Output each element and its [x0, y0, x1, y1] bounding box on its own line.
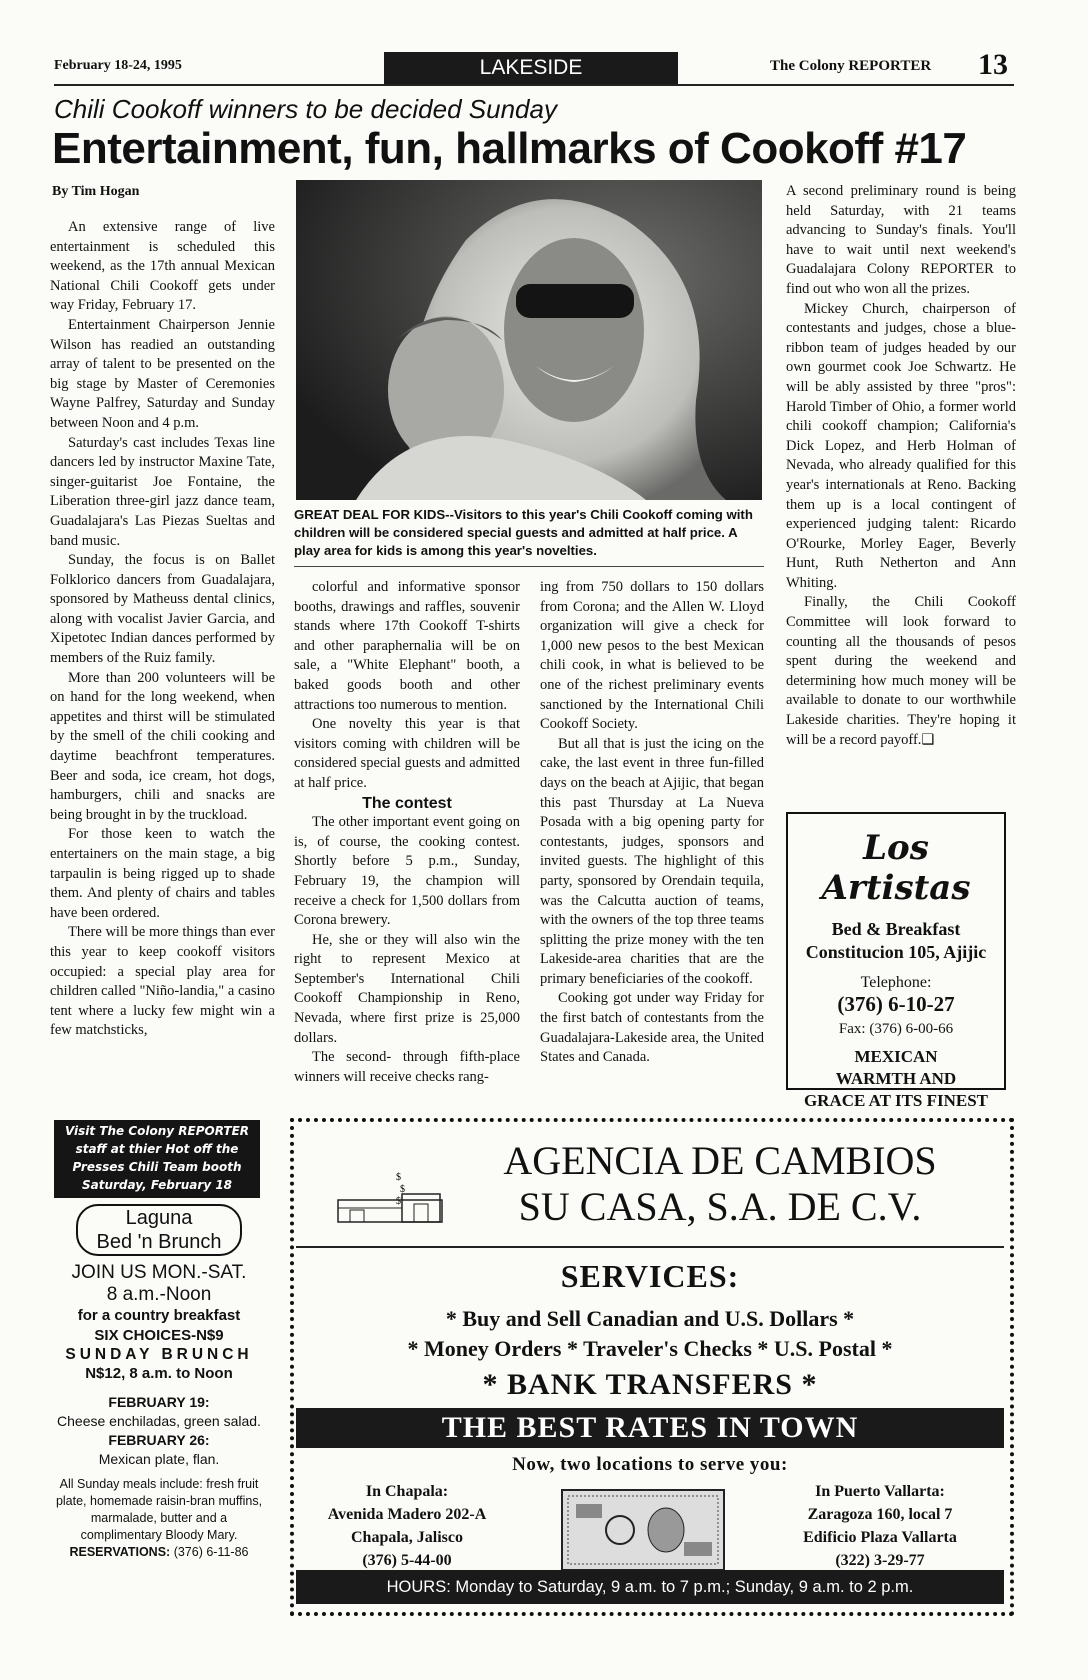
laguna-reservations-phone: (376) 6-11-86 [173, 1545, 249, 1559]
laguna-ad [50, 1200, 268, 1595]
ad-location-chapala [292, 1480, 522, 1572]
article-headline: Entertainment, fun, hallmarks of Cookoff #17 [52, 124, 967, 173]
svg-text:$: $ [400, 1184, 405, 1195]
page-number: 13 [978, 48, 1008, 81]
visit-reporter-box [54, 1120, 260, 1198]
laguna-feb26-label: FEBRUARY 26: [108, 1432, 210, 1448]
loc-line: In Puerto Vallarta: [815, 1483, 945, 1500]
paragraph: Entertainment Chairperson Jennie Wilson has readied an outstanding array of talent to be presented on the big stage by Master of Ceremonies Wayne Palfrey, Saturday and Sunday between Noon and 4 p.m. [50, 316, 275, 431]
laguna-feb19-menu: Cheese enchiladas, green salad. [57, 1413, 261, 1429]
paragraph: There will be more things than ever this year to keep cookoff visitors occupied: a special play area for children called "Niño-landia," a casino tent where a lucky few might win a few matchsticks, [50, 924, 275, 1039]
paragraph: Saturday's cast includes Texas line dancers led by instructor Maxine Tate, singer-guitarist Joe Fontaine, the Liberation three-girl jazz dance team, Guadalajara's Las Piezas Sueltas and band music. [50, 434, 275, 549]
article-column-3 [540, 578, 764, 1116]
ad-title-line: SU CASA, S.A. DE C.V. [518, 1184, 922, 1229]
laguna-logo-line: Bed 'n Brunch [96, 1231, 222, 1253]
paragraph: One novelty this year is that visitors coming with children will be considered special guests and admitted at half price. [294, 716, 520, 791]
visit-line: staff at thier Hot off the [75, 1142, 239, 1156]
laguna-logo [76, 1204, 241, 1256]
paragraph: ing from 750 dollars to 150 dollars from Corona; and the Allen W. Lloyd organization will give a check for 1,000 new pesos to the best Mexican chili cook, in what is believed to be one of the richest preliminary events sanctioned by the International Chili Cookoff Society. [540, 579, 764, 733]
laguna-sunday: SUNDAY BRUNCH [65, 1346, 253, 1363]
loc-line: Zaragoza 160, local 7 [807, 1506, 953, 1523]
article-column-1 [50, 218, 275, 1114]
laguna-logo-line: Laguna [125, 1207, 193, 1229]
article-kicker: Chili Cookoff winners to be decided Sunday [54, 94, 557, 124]
laguna-feb26-menu: Mexican plate, flan. [98, 1451, 220, 1467]
ad-fax: Fax: (376) 6-00-66 [838, 1021, 954, 1037]
banknote-icon [558, 1486, 728, 1574]
publication-name: The Colony REPORTER [770, 58, 932, 74]
article-column-4 [786, 182, 1016, 810]
photo-image [296, 180, 762, 500]
ad-address: Constitucion 105, Ajijic [805, 942, 987, 962]
laguna-feb19-label: FEBRUARY 19: [108, 1394, 210, 1410]
section-banner: LAKESIDE [384, 52, 678, 84]
loc-line: (322) 3-29-77 [835, 1552, 925, 1569]
issue-date: February 18-24, 1995 [54, 58, 182, 73]
paragraph: Mickey Church, chairperson of contestants and judges, chose a blue-ribbon team of judges headed by our own gourmet cook Joe Schwartz. He will be ably assisted by three "pros": Harold Timber of Ohio, a former world chili cookoff champion; California's Dick Lopez, and Herb Holman of Nevada, who already qualified for this year's internationals at Reno. Backing them up is a local contingent of experienced judging talent: Ricardo O'Rourke, Morley Eager, Beverly Hunt, Ruth Netherton and Ann Whiting. [786, 300, 1016, 591]
paragraph: The other important event going on is, of course, the cooking contest. Shortly before 5 p.m., Sunday, February 19, the champion will receive a check for 1,500 dollars from Corona brewery. [294, 814, 520, 929]
ad-title-line: AGENCIA DE CAMBIOS [503, 1138, 937, 1183]
article-photo [296, 180, 762, 500]
paragraph: More than 200 volunteers will be on hand for the long weekend, when appetites and thirst will be stimulated by the smell of the chili cooking and daytime beachfront temperatures. Beer and soda, ice cream, hot dogs, hamburgers, chili and snacks are being brought in by the truckload. [50, 669, 275, 823]
section-subhead: The contest [362, 794, 452, 812]
ad-slogan: MEXICAN [854, 1047, 938, 1066]
ad-hours-banner: HOURS: Monday to Saturday, 9 a.m. to 7 p.m.; Sunday, 9 a.m. to 2 p.m. [296, 1570, 1004, 1604]
paragraph: Finally, the Chili Cookoff Committee will look forward to counting all the thousands of pesos spent during the weekend and determining how much money will be available to donate to our worthwhile Lakeside charities. They're hoping it will be a record payoff.❑ [786, 594, 1016, 748]
paragraph: For those keen to watch the entertainers on the main stage, a big tarpaulin is being rigged up to shade them. And plenty of chairs and tables have been ordered. [50, 826, 275, 921]
laguna-choices: SIX CHOICES-N$9 [94, 1327, 224, 1344]
visit-line: Saturday, February 18 [81, 1178, 233, 1192]
paragraph: The second- through fifth-place winners will receive checks rang- [294, 1049, 520, 1085]
house-icon [330, 1168, 456, 1224]
laguna-includes: All Sunday meals include: fresh fruit plate, homemade raisin-bran muffins, marmalade, butter and a complimentary Bloody Mary. [55, 1477, 263, 1542]
ad-locations-intro: Now, two locations to serve you: [512, 1454, 788, 1475]
paragraph: An extensive range of live entertainment is scheduled this weekend, as the 17th annual Mexican National Chili Cookoff gets under way Friday, February 17. [50, 219, 275, 314]
laguna-hours: 8 a.m.-Noon [106, 1284, 212, 1305]
ad-services-heading: SERVICES: [560, 1258, 740, 1294]
ad-slogan: WARMTH AND [835, 1069, 957, 1088]
paragraph: But all that is just the icing on the cake, the last event in three fun-filled days on the beach at Ajijic, that began this past Thursday at La Nueva Posada with a big opening party for contestants, judges, sponsors and invited guests. The highlight of this party, sponsored by Orendain tequila, was the Calcutta auction of teams, with the owners of the top three teams splitting the prize money with the ten Lakeside-area charities that are the primary beneficiaries of the cookoff. [540, 735, 764, 987]
ad-telephone-label: Telephone: [860, 974, 932, 991]
ad-phone: (376) 6-10-27 [837, 992, 955, 1016]
loc-line: In Chapala: [365, 1483, 449, 1500]
article-column-2 [294, 578, 520, 1116]
header-rule [54, 84, 1014, 86]
ad-service: * BANK TRANSFERS * [482, 1368, 818, 1401]
ad-slogan: GRACE AT ITS FINEST [803, 1091, 989, 1110]
los-artistas-ad [786, 812, 1006, 1110]
visit-line: Presses Chili Team booth [72, 1160, 242, 1174]
laguna-breakfast: for a country breakfast [77, 1307, 241, 1324]
caption-rule [294, 566, 764, 567]
laguna-days: JOIN US MON.-SAT. [71, 1262, 247, 1283]
laguna-sunday-price: N$12, 8 a.m. to Noon [85, 1365, 233, 1382]
svg-text:$: $ [396, 1196, 401, 1207]
paragraph: A second preliminary round is being held Saturday, with 21 teams advancing to Sunday's finals. You'll have to wait until next weekend's Guadalajara Colony REPORTER to find out who won all the prizes. [786, 183, 1016, 297]
ad-service: * Money Orders * Traveler's Checks * U.S. Postal * [407, 1336, 893, 1361]
agencia-cambios-ad [290, 1118, 1012, 1614]
los-artistas-logo: Los Artistas [821, 828, 971, 908]
svg-text:$: $ [396, 1172, 401, 1183]
ad-rates-banner: THE BEST RATES IN TOWN [296, 1408, 1004, 1448]
paragraph: Sunday, the focus is on Ballet Folklorico dancers from Guadalajara, sponsored by Matheuss dental clinics, along with vocalist Javier Garcia, and Xipetotec Indian dances performed by members of the Ruiz family. [50, 552, 275, 667]
loc-line: Edificio Plaza Vallarta [803, 1529, 957, 1546]
ad-service: * Buy and Sell Canadian and U.S. Dollars * [445, 1306, 855, 1331]
loc-line: (376) 5-44-00 [362, 1552, 452, 1569]
loc-line: Avenida Madero 202-A [327, 1506, 487, 1523]
article-byline: By Tim Hogan [52, 184, 140, 199]
ad-title: Bed & Breakfast [831, 919, 961, 939]
loc-line: Chapala, Jalisco [350, 1529, 463, 1546]
ad-title [450, 1138, 990, 1230]
paragraph: He, she or they will also win the right to represent Mexico at September's International Chili Cookoff Championship in Reno, Nevada, where first prize is 25,000 dollars. [294, 931, 520, 1046]
paragraph: colorful and informative sponsor booths, drawings and raffles, souvenir stands where 17th Cookoff T-shirts and other paraphernalia will be on sale, a "White Elephant" booth, a baked goods booth and other attractions too numerous to mention. [294, 579, 520, 713]
visit-line: Visit The Colony REPORTER [64, 1124, 250, 1138]
ad-location-vallarta [760, 1480, 1000, 1572]
laguna-reservations-label: RESERVATIONS: [69, 1545, 171, 1559]
ad-rule [296, 1246, 1004, 1248]
photo-caption: GREAT DEAL FOR KIDS--Visitors to this year's Chili Cookoff coming with children will be considered special guests and admitted at half price. A play area for kids is among this year's novelties. [294, 507, 753, 558]
paragraph: Cooking got under way Friday for the first batch of contestants from the Guadalajara-Lakeside area, the United States and Canada. [540, 990, 764, 1066]
